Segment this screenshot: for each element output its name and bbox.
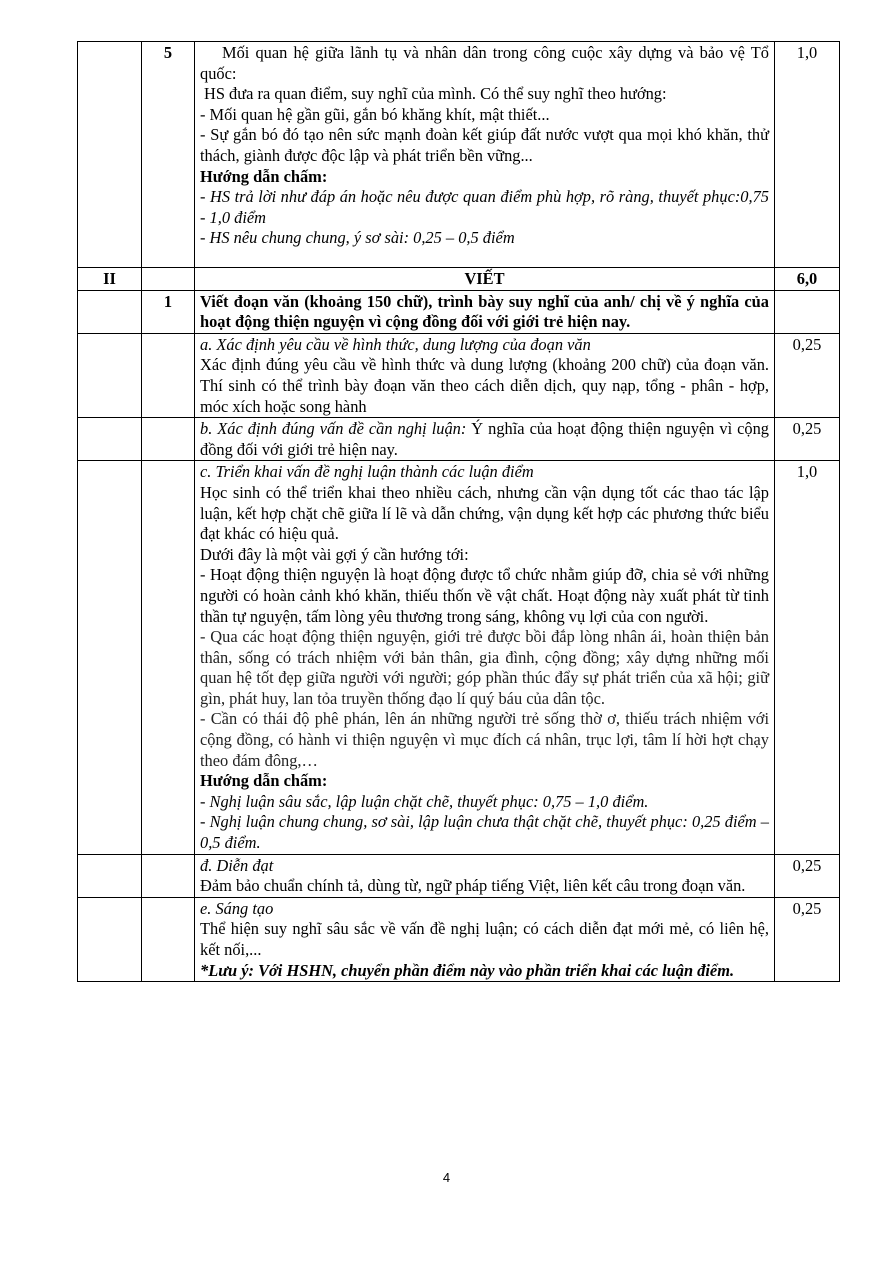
criterion-heading: a. Xác định yêu cầu về hình thức, dung lượng của đoạn văn bbox=[200, 334, 591, 354]
score-cell: 0,25 bbox=[775, 854, 840, 897]
grading-table bbox=[77, 41, 840, 982]
criterion-text: Ý nghĩa của hoạt động thiện nguyện vì cộng đồng đối với giới trẻ hiện nay. bbox=[200, 419, 769, 459]
grading-guide-line: - HS nêu chung chung, ý sơ sài: 0,25 – 0,5 điểm bbox=[200, 228, 515, 248]
criterion-content bbox=[195, 854, 775, 897]
grading-guide-line: - Nghị luận sâu sắc, lập luận chặt chẽ, thuyết phục: 0,75 – 1,0 điểm. bbox=[200, 791, 649, 811]
part-cell bbox=[78, 333, 142, 417]
note-text: *Lưu ý: Với HSHN, chuyển phần điểm này vào phần triển khai các luận điểm. bbox=[200, 960, 735, 980]
question-number bbox=[142, 418, 195, 461]
criterion-heading: c. Triển khai vấn đề nghị luận thành các luận điểm bbox=[200, 462, 534, 482]
table-row-criterion-d bbox=[78, 854, 840, 897]
answer-line: - Mối quan hệ gần gũi, gắn bó khăng khít, mật thiết... bbox=[200, 104, 550, 124]
score-cell: 1,0 bbox=[775, 42, 840, 268]
part-cell bbox=[78, 461, 142, 854]
criterion-content bbox=[195, 333, 775, 417]
part-cell bbox=[78, 290, 142, 333]
question-number: 5 bbox=[142, 42, 195, 268]
table-row-part2 bbox=[78, 268, 840, 291]
table-row-q1 bbox=[78, 290, 840, 333]
score-cell: 0,25 bbox=[775, 897, 840, 981]
criterion-text: Xác định đúng yêu cầu về hình thức và dung lượng (khoảng 200 chữ) của đoạn văn. Thí sinh có thể trình bày đoạn văn theo cách diễn dịch, quy nạp, tổng - phân - hợp, móc xích hoặc song hành bbox=[200, 355, 769, 416]
question-prompt: Viết đoạn văn (khoảng 150 chữ), trình bày suy nghĩ của anh/ chị về ý nghĩa của hoạt động thiện nguyện vì cộng đồng đối với giới trẻ hiện nay. bbox=[195, 290, 775, 333]
question-number bbox=[142, 268, 195, 291]
criterion-content bbox=[195, 461, 775, 854]
score-cell bbox=[775, 290, 840, 333]
criterion-heading: b. Xác định đúng vấn đề cần nghị luận: bbox=[200, 419, 467, 439]
part-cell: II bbox=[78, 268, 142, 291]
question-number bbox=[142, 333, 195, 417]
criterion-text: - Cần có thái độ phê phán, lên án những người trẻ sống thờ ơ, thiếu trách nhiệm với cộng đồng, có hành vi thiện nguyện vì mục đích cá nhân, trục lợi, tâm lí hời hợt chạy theo đám đông,… bbox=[200, 709, 769, 770]
part-cell bbox=[78, 897, 142, 981]
answer-content bbox=[195, 42, 775, 268]
criterion-heading: e. Sáng tạo bbox=[200, 898, 274, 918]
grading-guide-title: Hướng dẫn chấm: bbox=[200, 166, 328, 186]
question-number: 1 bbox=[142, 290, 195, 333]
score-cell: 0,25 bbox=[775, 418, 840, 461]
section-title: VIẾT bbox=[195, 268, 775, 291]
criterion-text: - Qua các hoạt động thiện nguyện, giới trẻ được bồi đắp lòng nhân ái, hoàn thiện bản thân, sống có trách nhiệm với bản thân, gia đình, cộng đồng; xây dựng những mối quan hệ tốt đẹp giữa người với người; góp phần thúc đẩy sự phát triển của xã hội; giữ gìn, phát huy, lan tỏa truyền thống đạo lí quý báu của dân tộc. bbox=[200, 627, 769, 708]
answer-line: HS đưa ra quan điểm, suy nghĩ của mình. Có thể suy nghĩ theo hướng: bbox=[204, 84, 667, 104]
table-row-q5 bbox=[78, 42, 840, 268]
grading-guide-line: - Nghị luận chung chung, sơ sài, lập luận chưa thật chặt chẽ, thuyết phục: 0,25 điểm – 0,5 điểm. bbox=[200, 812, 769, 853]
criterion-text: Dưới đây là một vài gợi ý cần hướng tới: bbox=[200, 544, 469, 564]
part-cell bbox=[78, 418, 142, 461]
criterion-heading: đ. Diễn đạt bbox=[200, 855, 274, 875]
question-number bbox=[142, 854, 195, 897]
table-row-criterion-c bbox=[78, 461, 840, 854]
answer-line: - Sự gắn bó đó tạo nên sức mạnh đoàn kết giúp đất nước vượt qua mọi khó khăn, thử thách, giành được độc lập và phát triển bền vững... bbox=[200, 125, 769, 165]
table-row-criterion-e bbox=[78, 897, 840, 981]
table-row-criterion-b bbox=[78, 418, 840, 461]
score-cell: 1,0 bbox=[775, 461, 840, 854]
table-row-criterion-a bbox=[78, 333, 840, 417]
answer-line: Mối quan hệ giữa lãnh tụ và nhân dân trong công cuộc xây dựng và bảo vệ Tổ quốc: bbox=[200, 43, 769, 83]
criterion-text: Học sinh có thể triển khai theo nhiều cách, nhưng cần vận dụng tốt các thao tác lập luận, kết hợp chặt chẽ giữa lí lẽ và dẫn chứng, vận dụng kết hợp các phương thức biểu đạt khác có hiệu quả. bbox=[200, 482, 769, 544]
criterion-text: - Hoạt động thiện nguyện là hoạt động được tổ chức nhằm giúp đỡ, chia sẻ với những người có hoàn cảnh khó khăn, thiếu thốn về vật chất. Hoạt động này xuất phát từ tinh thần tự nguyện, tấm lòng yêu thương trong sáng, không vụ lợi của con người. bbox=[200, 565, 769, 626]
criterion-content bbox=[195, 897, 775, 981]
part-cell bbox=[78, 42, 142, 268]
question-number bbox=[142, 461, 195, 854]
criterion-text: Đảm bảo chuẩn chính tả, dùng từ, ngữ pháp tiếng Việt, liên kết câu trong đoạn văn. bbox=[200, 876, 746, 896]
score-cell: 6,0 bbox=[775, 268, 840, 291]
grading-guide-title: Hướng dẫn chấm: bbox=[200, 771, 328, 791]
criterion-text: Thể hiện suy nghĩ sâu sắc về vấn đề nghị luận; có cách diễn đạt mới mẻ, có liên hệ, kết nối,... bbox=[200, 919, 769, 959]
score-cell: 0,25 bbox=[775, 333, 840, 417]
criterion-content bbox=[195, 418, 775, 461]
grading-guide-line: - HS trả lời như đáp án hoặc nêu được quan điểm phù hợp, rõ ràng, thuyết phục:0,75 - 1,0 điểm bbox=[200, 187, 769, 227]
question-number bbox=[142, 897, 195, 981]
page-number: 4 bbox=[442, 1170, 451, 1185]
part-cell bbox=[78, 854, 142, 897]
